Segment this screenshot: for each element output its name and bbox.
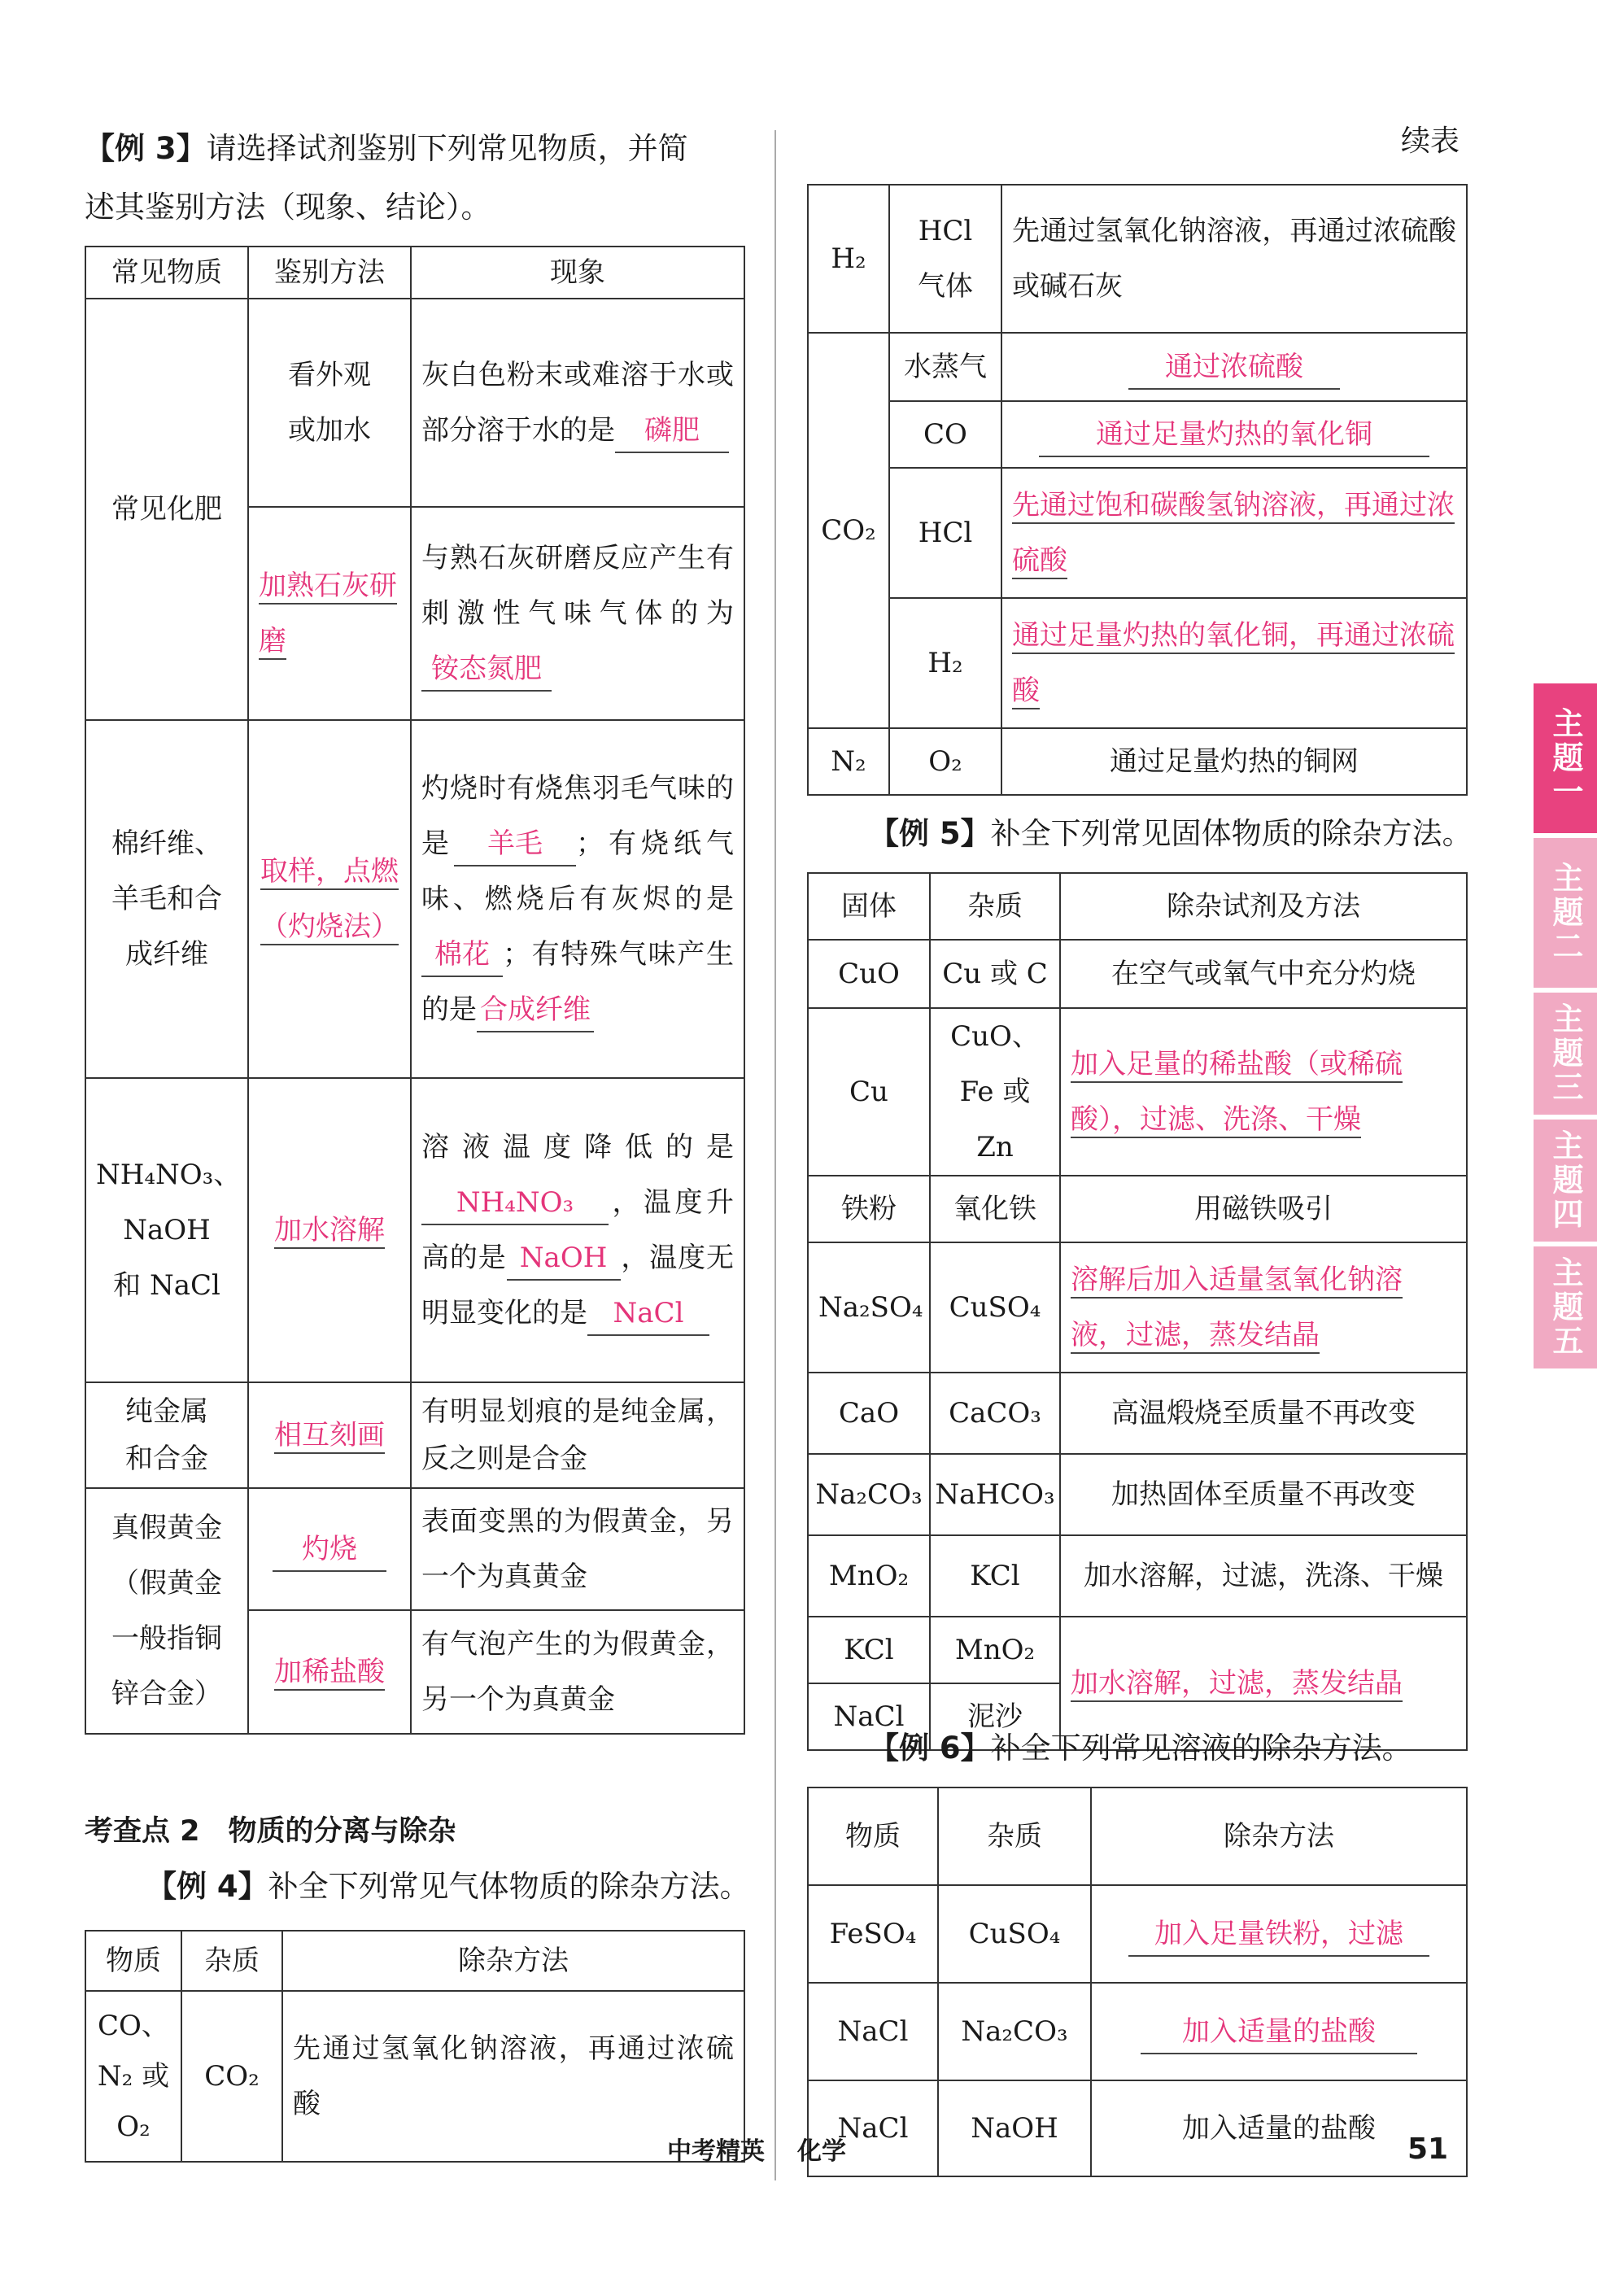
method-cell: 先通过氢氧化钠溶液，再通过浓硫酸或碱石灰	[1001, 185, 1467, 333]
continued-label: 续表	[1401, 124, 1460, 158]
table-row	[808, 1373, 1467, 1454]
impurity-cell: Na₂CO₃	[938, 1983, 1091, 2080]
method-cell	[1001, 598, 1467, 728]
method-cell	[248, 1488, 411, 1610]
table-row	[808, 185, 1467, 333]
phenomenon-text: ，温度升高的是	[421, 1186, 734, 1274]
method-cell: 通过足量灼热的铜网	[1001, 728, 1467, 795]
table-row	[808, 728, 1467, 795]
table-row	[808, 940, 1467, 1008]
solution-purification-table	[807, 1787, 1468, 2177]
solid-purification-table	[807, 872, 1468, 1751]
solid-cell: KCl	[808, 1617, 930, 1683]
method-cell	[248, 507, 411, 720]
table-row	[808, 1617, 1467, 1683]
method-cell: 高温煅烧至质量不再改变	[1060, 1373, 1467, 1454]
answer-blank: NH₄NO₃	[421, 1181, 609, 1225]
method-cell	[248, 1382, 411, 1488]
method-cell	[248, 1078, 411, 1382]
impurity-cell: HCl 气体	[889, 185, 1001, 333]
method-cell	[1001, 333, 1467, 401]
column-header: 杂质	[938, 1787, 1091, 1885]
method-cell	[1091, 1885, 1467, 1983]
method-cell: 加热固体至质量不再改变	[1060, 1454, 1467, 1535]
phenomenon-cell	[411, 720, 744, 1078]
method-cell	[248, 1610, 411, 1734]
answer-blank: 灼烧	[273, 1528, 386, 1572]
impurity-cell: KCl	[930, 1535, 1060, 1617]
table-row	[808, 1454, 1467, 1535]
impurity-cell: NaHCO₃	[930, 1454, 1060, 1535]
phenomenon-text: 灰白色粉末或难溶于水或部分溶于水的是	[421, 359, 734, 447]
method-cell: 看外观或加水	[248, 299, 411, 507]
phenomenon-cell: 有气泡产生的为假黄金，另一个为真黄金	[411, 1610, 744, 1734]
impurity-cell: 泥沙	[930, 1683, 1060, 1750]
answer-blank: 先通过饱和碳酸氢钠溶液，再通过浓硫酸	[1012, 489, 1455, 577]
table-row	[808, 401, 1467, 468]
substance-line: NaOH	[123, 1214, 211, 1246]
substance-line: NH₄NO₃、	[96, 1159, 242, 1191]
impurity-cell: Cu 或 C	[930, 940, 1060, 1008]
phenomenon-text: ；有特殊气味产生的是	[421, 938, 734, 1026]
answer-blank: 加入足量的稀盐酸（或稀硫酸），过滤、洗涤、干燥	[1071, 1048, 1403, 1136]
footer-subject: 化学	[797, 2137, 846, 2166]
substance-cell: NaCl	[808, 1983, 938, 2080]
method-cell	[1001, 468, 1467, 598]
gas-purification-table-continued	[807, 184, 1468, 796]
impurity-cell: MnO₂	[930, 1617, 1060, 1683]
phenomenon-text: ；有烧纸气味、燃烧后有灰烬的是	[421, 827, 734, 915]
method-cell	[1001, 401, 1467, 468]
phenomenon-text: 灼烧时有烧焦羽毛气味的是	[421, 772, 734, 860]
table-row	[808, 598, 1467, 728]
footer-book-title: 中考精英	[667, 2137, 765, 2166]
example-5-prompt	[869, 805, 1473, 862]
answer-blank: 取样，点燃（灼烧法）	[260, 855, 399, 943]
answer-blank: 通过足量灼热的氧化铜，再通过浓硫酸	[1012, 619, 1455, 707]
impurity-cell: H₂	[889, 598, 1001, 728]
substance-cell: 纯金属和合金	[85, 1382, 248, 1488]
column-header: 杂质	[930, 873, 1060, 940]
answer-blank: 合成纤维	[477, 989, 594, 1032]
column-header: 杂质	[181, 1931, 282, 1991]
identification-table	[85, 246, 745, 1735]
impurity-cell: NaOH	[938, 2080, 1091, 2176]
column-header: 除杂方法	[1091, 1787, 1467, 1885]
method-cell: 加水溶解，过滤，洗涤、干燥	[1060, 1535, 1467, 1617]
method-cell: 加入适量的盐酸	[1091, 2080, 1467, 2176]
answer-blank: NaOH	[507, 1237, 621, 1281]
solid-cell: Na₂SO₄	[808, 1242, 930, 1373]
solid-cell: Na₂CO₃	[808, 1454, 930, 1535]
table-row	[808, 1983, 1467, 2080]
substance-cell: N₂	[808, 728, 889, 795]
impurity-cell: 水蒸气	[889, 333, 1001, 401]
table-row	[85, 1991, 744, 2162]
impurity-cell: 氧化铁	[930, 1176, 1060, 1242]
solid-cell: CuO	[808, 940, 930, 1008]
side-tab-topic-4[interactable]: 主题四	[1534, 1120, 1597, 1242]
column-header: 物质	[808, 1787, 938, 1885]
impurity-cell: HCl	[889, 468, 1001, 598]
column-header: 常见物质	[85, 247, 248, 299]
page-number: 51	[1407, 2132, 1449, 2166]
table-header-row	[808, 1787, 1467, 1885]
method-cell: 用磁铁吸引	[1060, 1176, 1467, 1242]
substance-cell	[85, 1078, 248, 1382]
answer-blank: 通过足量灼热的氧化铜	[1039, 413, 1429, 457]
phenomenon-cell: 有明显划痕的是纯金属，反之则是合金	[411, 1382, 744, 1488]
example-6-text: 补全下列常见溶液的除杂方法。	[990, 1731, 1412, 1766]
phenomenon-cell	[411, 1078, 744, 1382]
table-header-row	[85, 247, 744, 299]
solid-cell: NaCl	[808, 1683, 930, 1750]
answer-blank: 棉花	[421, 933, 503, 977]
table-header-row	[808, 873, 1467, 940]
method-cell: 在空气或氧气中充分灼烧	[1060, 940, 1467, 1008]
example-5-text: 补全下列常见固体物质的除杂方法。	[990, 816, 1473, 851]
side-tab-topic-2[interactable]: 主题二	[1534, 838, 1597, 988]
side-tab-topic-3[interactable]: 主题三	[1534, 993, 1597, 1115]
answer-blank: 羊毛	[454, 823, 576, 866]
gas-purification-table	[85, 1930, 745, 2163]
example-5-tag: 【例 5】	[869, 816, 991, 851]
table-row	[808, 2080, 1467, 2176]
answer-blank: NaCl	[587, 1292, 709, 1336]
substance-cell: H₂	[808, 185, 889, 333]
substance-cell: FeSO₄	[808, 1885, 938, 1983]
impurity-cell: CaCO₃	[930, 1373, 1060, 1454]
answer-blank: 磷肥	[615, 409, 729, 453]
table-row	[808, 1535, 1467, 1617]
table-row	[808, 1176, 1467, 1242]
answer-blank: 加水溶解，过滤，蒸发结晶	[1071, 1667, 1403, 1700]
solid-cell: CaO	[808, 1373, 930, 1454]
table-row	[85, 1382, 744, 1488]
impurity-cell: CuSO₄	[930, 1242, 1060, 1373]
table-row	[808, 333, 1467, 401]
table-row	[85, 1078, 744, 1382]
example-3-tag: 【例 3】	[85, 131, 207, 166]
table-header-row	[85, 1931, 744, 1991]
side-tab-topic-1[interactable]: 主题一	[1534, 683, 1597, 833]
column-divider	[775, 130, 776, 2180]
column-header: 除杂试剂及方法	[1060, 873, 1467, 940]
method-cell	[1060, 1242, 1467, 1373]
solid-cell: Cu	[808, 1008, 930, 1176]
answer-blank: 通过浓硫酸	[1128, 346, 1340, 390]
table-row	[808, 468, 1467, 598]
phenomenon-cell	[411, 507, 744, 720]
example-4-tag: 【例 4】	[146, 1869, 268, 1904]
answer-blank: 铵态氮肥	[421, 648, 552, 692]
impurity-cell: CuO、Fe 或 Zn	[930, 1008, 1060, 1176]
example-3-prompt	[85, 120, 744, 177]
example-4-text: 补全下列常见气体物质的除杂方法。	[268, 1869, 750, 1904]
phenomenon-text: 与熟石灰研磨反应产生有刺激性气味气体的为	[421, 542, 734, 630]
example-3-text-2: 述其鉴别方法（现象、结论）。	[85, 190, 491, 225]
substance-cell: 棉纤维、羊毛和合成纤维	[85, 720, 248, 1078]
impurity-cell: O₂	[889, 728, 1001, 795]
substance-line: 和 NaCl	[113, 1269, 220, 1302]
substance-cell: 真假黄金（假黄金一般指铜锌合金）	[85, 1488, 248, 1734]
example-3-text: 请选择试剂鉴别下列常见物质，并简	[206, 131, 688, 166]
method-cell	[248, 720, 411, 1078]
answer-blank: 加熟石灰研磨	[259, 570, 397, 657]
column-header: 除杂方法	[282, 1931, 744, 1991]
example-4-prompt	[146, 1858, 750, 1915]
substance-cell: CO、N₂ 或 O₂	[85, 1991, 181, 2162]
phenomenon-text: ，温度无明显变化的是	[421, 1242, 735, 1329]
example-6-tag: 【例 6】	[869, 1731, 991, 1766]
answer-blank: 溶解后加入适量氢氧化钠溶液，过滤，蒸发结晶	[1071, 1264, 1403, 1351]
table-row	[808, 1008, 1467, 1176]
example-3-prompt-line2	[85, 179, 744, 236]
solid-cell: MnO₂	[808, 1535, 930, 1617]
phenomenon-cell: 表面变黑的为假黄金，另一个为真黄金	[411, 1488, 744, 1610]
column-header: 物质	[85, 1931, 181, 1991]
answer-blank: 加入足量铁粉，过滤	[1128, 1913, 1429, 1957]
substance-cell: 常见化肥	[85, 299, 248, 720]
answer-blank: 相互刻画	[274, 1419, 385, 1451]
section-title: 考查点 2 物质的分离与除杂	[85, 1815, 456, 1848]
impurity-cell: CO	[889, 401, 1001, 468]
solid-cell: 铁粉	[808, 1176, 930, 1242]
table-row	[85, 299, 744, 507]
substance-cell: NaCl	[808, 2080, 938, 2176]
method-cell: 先通过氢氧化钠溶液，再通过浓硫酸	[282, 1991, 744, 2162]
table-row	[85, 1488, 744, 1610]
answer-blank: 加水溶解	[274, 1214, 385, 1246]
method-cell	[1060, 1008, 1467, 1176]
table-row	[808, 1885, 1467, 1983]
column-header: 现象	[411, 247, 744, 299]
column-header: 鉴别方法	[248, 247, 411, 299]
phenomenon-cell	[411, 299, 744, 507]
answer-blank: 加入适量的盐酸	[1141, 2010, 1417, 2054]
impurity-cell: CO₂	[181, 1991, 282, 2162]
column-header: 固体	[808, 873, 930, 940]
method-cell	[1091, 1983, 1467, 2080]
example-6-prompt	[869, 1720, 1412, 1777]
impurity-cell: CuSO₄	[938, 1885, 1091, 1983]
phenomenon-text: 溶液温度降低的是	[421, 1131, 734, 1163]
table-row	[85, 720, 744, 1078]
substance-cell: CO₂	[808, 333, 889, 728]
table-row	[808, 1242, 1467, 1373]
side-tab-topic-5[interactable]: 主题五	[1534, 1246, 1597, 1368]
answer-blank: 加稀盐酸	[274, 1656, 385, 1688]
